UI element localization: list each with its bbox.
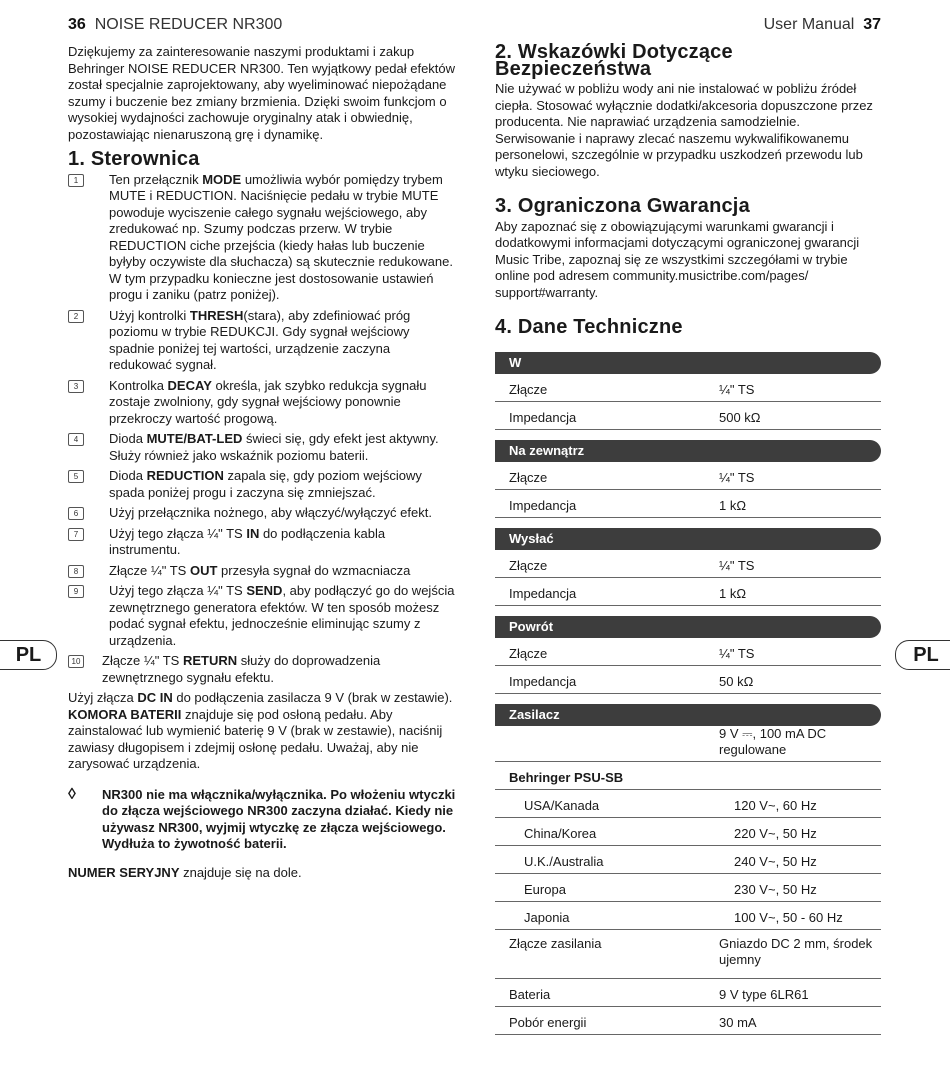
spec-row: [495, 846, 881, 874]
spec-row: [495, 374, 881, 402]
spec-row: [495, 666, 881, 694]
right-page-number: 37: [863, 16, 881, 33]
control-item: [68, 526, 456, 559]
item-number-badge: 4: [68, 433, 84, 446]
item-text-pre: Użyj tego złącza ¼" TS: [109, 525, 247, 541]
section-3-text: Aby zapoznać się z obowiązującymi warunkami gwarancji i dodatkowymi informacjami dotyczącymi ograniczonej gwarancji Music Tribe, zapoznaj się ze wszystkimi szczegółami w trybie online pod adresem community.musictribe.com/pages/ support#warranty.: [495, 218, 860, 300]
item-text-pre: Użyj tego złącza ¼" TS: [109, 583, 247, 598]
spec-row: [495, 578, 881, 606]
control-item: [68, 505, 456, 522]
control-item: [68, 583, 456, 649]
item-text-bold: IN: [246, 525, 260, 541]
spec-row: [495, 726, 881, 762]
item-number-badge: 3: [68, 380, 84, 393]
right-header-title: User Manual: [763, 16, 855, 33]
left-header-title: NOISE REDUCER NR300: [94, 16, 283, 33]
spec-group-header: Zasilacz: [495, 704, 881, 726]
spec-key: Złącze: [509, 470, 548, 485]
spec-key: Impedancja: [509, 410, 577, 425]
item-text-post: umożliwia wybór pomiędzy trybem MUTE i REDUCTION. Naciśnięcie pedału w trybie MUTE powoduje wyciszenie całego sygnału wejściowego, aby zredukować np. Szumy podczas przerw. W trybie REDUCTION ciche przejścia (kiedy hałas lub buczenie byłyby oczywiste dla słuchacza) są skutecznie redukowane. W tym przypadku konieczne jest dostosowanie ustawień progu i zaniku (patrz poniżej).: [109, 171, 453, 302]
spec-key: Pobór energii: [509, 1015, 587, 1030]
intro-paragraph: Dziękujemy za zainteresowanie naszymi produktami i zakup Behringer NOISE REDUCER NR300. Ten wyjątkowy pedał efektów został specjalnie zaprojektowany, aby wyeliminować niepożądane szumy i buczenie bez zmiany brzmienia. Dzięki swoim funkcjom o wysokiej wydajności zachowuje oryginalny atak i obwiednię, pozostawiając nienaruszoną grę i dynamikę.: [68, 44, 456, 142]
spec-value: 120 V~, 60 Hz: [734, 798, 817, 813]
item-text-post: określa, jak szybko redukcja sygnału zostaje zwolniony, gdy sygnał wejściowy ponownie przekroczy wartość progową.: [109, 377, 427, 426]
right-page-header: [764, 16, 881, 34]
control-item: [68, 378, 456, 428]
item-text-bold: MODE: [202, 171, 242, 187]
spec-value: 1 kΩ: [719, 498, 747, 513]
spec-value: ¼" TS: [719, 646, 755, 661]
item-text-pre: Kontrolka: [109, 377, 168, 393]
spec-group-header: Powrót: [495, 616, 881, 638]
item-number-badge: 1: [68, 174, 84, 187]
power-note: [68, 787, 456, 853]
spec-row: [495, 902, 881, 930]
control-item: [68, 308, 456, 374]
spec-key: Impedancja: [509, 674, 577, 689]
spec-row: [495, 550, 881, 578]
item-number-badge: 6: [68, 507, 84, 520]
spec-row: [495, 979, 881, 1007]
spec-key: Japonia: [524, 910, 570, 925]
spec-row: [495, 638, 881, 666]
spec-row: [495, 490, 881, 518]
item-number-badge: 10: [68, 655, 84, 668]
spec-row: [495, 790, 881, 818]
spec-value: 50 kΩ: [719, 674, 754, 689]
spec-value: 240 V~, 50 Hz: [734, 854, 817, 869]
item-text-post: świeci się, gdy efekt jest aktywny. Służy również jako wskaźnik poziomu baterii.: [109, 431, 439, 463]
item-text-pre: Dioda: [109, 431, 147, 446]
spec-group-header: W: [495, 352, 881, 374]
section-1-title: 1. Sterownica: [68, 148, 200, 170]
spec-key: Złącze: [509, 382, 548, 397]
item-text-pre: Dioda: [109, 468, 147, 483]
spec-row: [495, 462, 881, 490]
spec-key: China/Korea: [524, 826, 597, 841]
spec-key: Bateria: [509, 987, 551, 1002]
spec-value: 30 mA: [719, 1015, 757, 1030]
spec-row: [495, 762, 881, 790]
spec-value: ¼" TS: [719, 470, 755, 485]
serial-number-paragraph: NUMER SERYJNY znajduje się na dole.: [68, 864, 302, 880]
spec-row: [495, 1007, 881, 1035]
spec-key: Złącze: [509, 558, 548, 573]
item-text-bold: REDUCTION: [146, 468, 224, 483]
spec-value: Gniazdo DC 2 mm, środek ujemny: [719, 935, 873, 967]
item-number-badge: 9: [68, 585, 84, 598]
spec-value: ¼" TS: [719, 382, 755, 397]
spec-key: Behringer PSU-SB: [509, 770, 624, 785]
item-text-post: , aby podłączyć go do wejścia zewnętrznego generatora efektów. W ten sposób możesz podać sygnał efektu, jednocześnie eliminując szumy z urządzenia.: [109, 583, 455, 648]
left-page-header: [68, 16, 282, 34]
control-item: [68, 468, 456, 501]
item-number-badge: 7: [68, 528, 84, 541]
section-4-title: 4. Dane Techniczne: [495, 316, 683, 338]
language-tab-right: PL: [895, 640, 950, 670]
item-text-post: służy do doprowadzenia zewnętrznego sygnału efektu.: [102, 653, 381, 685]
item-text-post: (stara), aby zdefiniować próg poziomu w trybie REDUKCJI. Gdy sygnał wejściowy spadnie poniżej tej wartości, urządzenie zaczyna redukować sygnał.: [109, 307, 411, 372]
item-text-bold: RETURN: [182, 653, 238, 668]
spec-value: 500 kΩ: [719, 410, 761, 425]
spec-row: [495, 930, 881, 979]
left-column: [68, 44, 456, 881]
spec-key: USA/Kanada: [524, 798, 600, 813]
item-number-badge: 2: [68, 310, 84, 323]
spec-key: Złącze zasilania: [509, 935, 602, 951]
spec-key: Europa: [524, 882, 566, 897]
section-2-title: 2. Wskazówki Dotyczące Bezpieczeństwa: [495, 41, 733, 80]
item-text-pre: Złącze ¼" TS: [109, 562, 190, 578]
item-text-pre: Ten przełącznik: [109, 171, 203, 187]
item-text-bold: DECAY: [167, 377, 212, 393]
spec-value: 100 V~, 50 - 60 Hz: [734, 910, 843, 925]
battery-paragraph: KOMORA BATERII znajduje się pod osłoną pedału. Aby zainstalować lub wymienić baterię 9 V (brak w zestawie), naciśnij zawiasy długopisem i zdejmij osłonę pedału. Uważaj, aby nie zarysować urządzenia.: [68, 706, 443, 771]
item-text-bold: SEND: [246, 583, 283, 598]
section-3-title: 3. Ograniczona Gwarancja: [495, 195, 750, 217]
item-text-post: przesyła sygnał do wzmacniacza: [217, 562, 411, 578]
item-text-bold: THRESH: [189, 307, 244, 323]
warning-diamond-icon: ◊: [68, 785, 76, 803]
spec-row: [495, 874, 881, 902]
control-item: [68, 431, 456, 464]
spec-value: 230 V~, 50 Hz: [734, 882, 817, 897]
language-tab-left: PL: [0, 640, 57, 670]
item-text-post: zapala się, gdy poziom wejściowy spada poniżej progu i zaczyna się zmniejszać.: [109, 468, 422, 500]
spec-value: 220 V~, 50 Hz: [734, 826, 817, 841]
item-text-post: do podłączenia kabla instrumentu.: [109, 525, 386, 557]
controls-list: [68, 172, 456, 687]
item-number-badge: 8: [68, 565, 84, 578]
section-2-text: Nie używać w pobliżu wody ani nie instalować w pobliżu źródeł ciepła. Stosować wyłącznie dodatki/akcesoria dopuszczone przez producenta. Nie naprawiać urządzenia samodzielnie. Serwisowanie i naprawy zlecać naszemu wykwalifikowanemu personelowi, szczególnie w przypadku uszkodzeń przewodu lub wtyku sieciowego.: [495, 81, 873, 179]
power-note-text: NR300 nie ma włącznika/wyłącznika. Po włożeniu wtyczki do złącza wejściowego NR300 zaczyna działać. Kiedy nie używasz NR300, wyjmij wtyczkę ze złącza wejściowego. Wydłuża to żywotność baterii.: [102, 786, 456, 851]
spec-row: [495, 402, 881, 430]
spec-key: Impedancja: [509, 586, 577, 601]
control-item: [68, 563, 456, 580]
spec-value: 9 V type 6LR61: [719, 987, 809, 1002]
specifications-table: [495, 352, 881, 1035]
item-text-pre: Użyj przełącznika nożnego, aby włączyć/wyłączyć efekt.: [109, 505, 432, 520]
item-text-bold: OUT: [189, 562, 218, 578]
left-page-number: 36: [68, 16, 86, 33]
spec-row: [495, 818, 881, 846]
item-text-pre: Złącze ¼" TS: [102, 653, 183, 668]
spec-value: ¼" TS: [719, 558, 755, 573]
right-column: [495, 41, 881, 1035]
spec-group-header: Na zewnątrz: [495, 440, 881, 462]
dc-in-paragraph: Użyj złącza DC IN do podłączenia zasilacza 9 V (brak w zestawie).: [68, 690, 453, 705]
spec-value: 9 V ⎓, 100 mA DC regulowane: [719, 725, 827, 757]
spec-key: Złącze: [509, 646, 548, 661]
item-number-badge: 5: [68, 470, 84, 483]
spec-key: Impedancja: [509, 498, 577, 513]
spec-value: 1 kΩ: [719, 586, 747, 601]
spec-key: U.K./Australia: [524, 854, 604, 869]
item-text-pre: Użyj kontrolki: [109, 307, 190, 323]
control-item: [68, 653, 456, 686]
spec-group-header: Wysłać: [495, 528, 881, 550]
control-item: [68, 172, 456, 304]
item-text-bold: MUTE/BAT-LED: [146, 431, 243, 446]
